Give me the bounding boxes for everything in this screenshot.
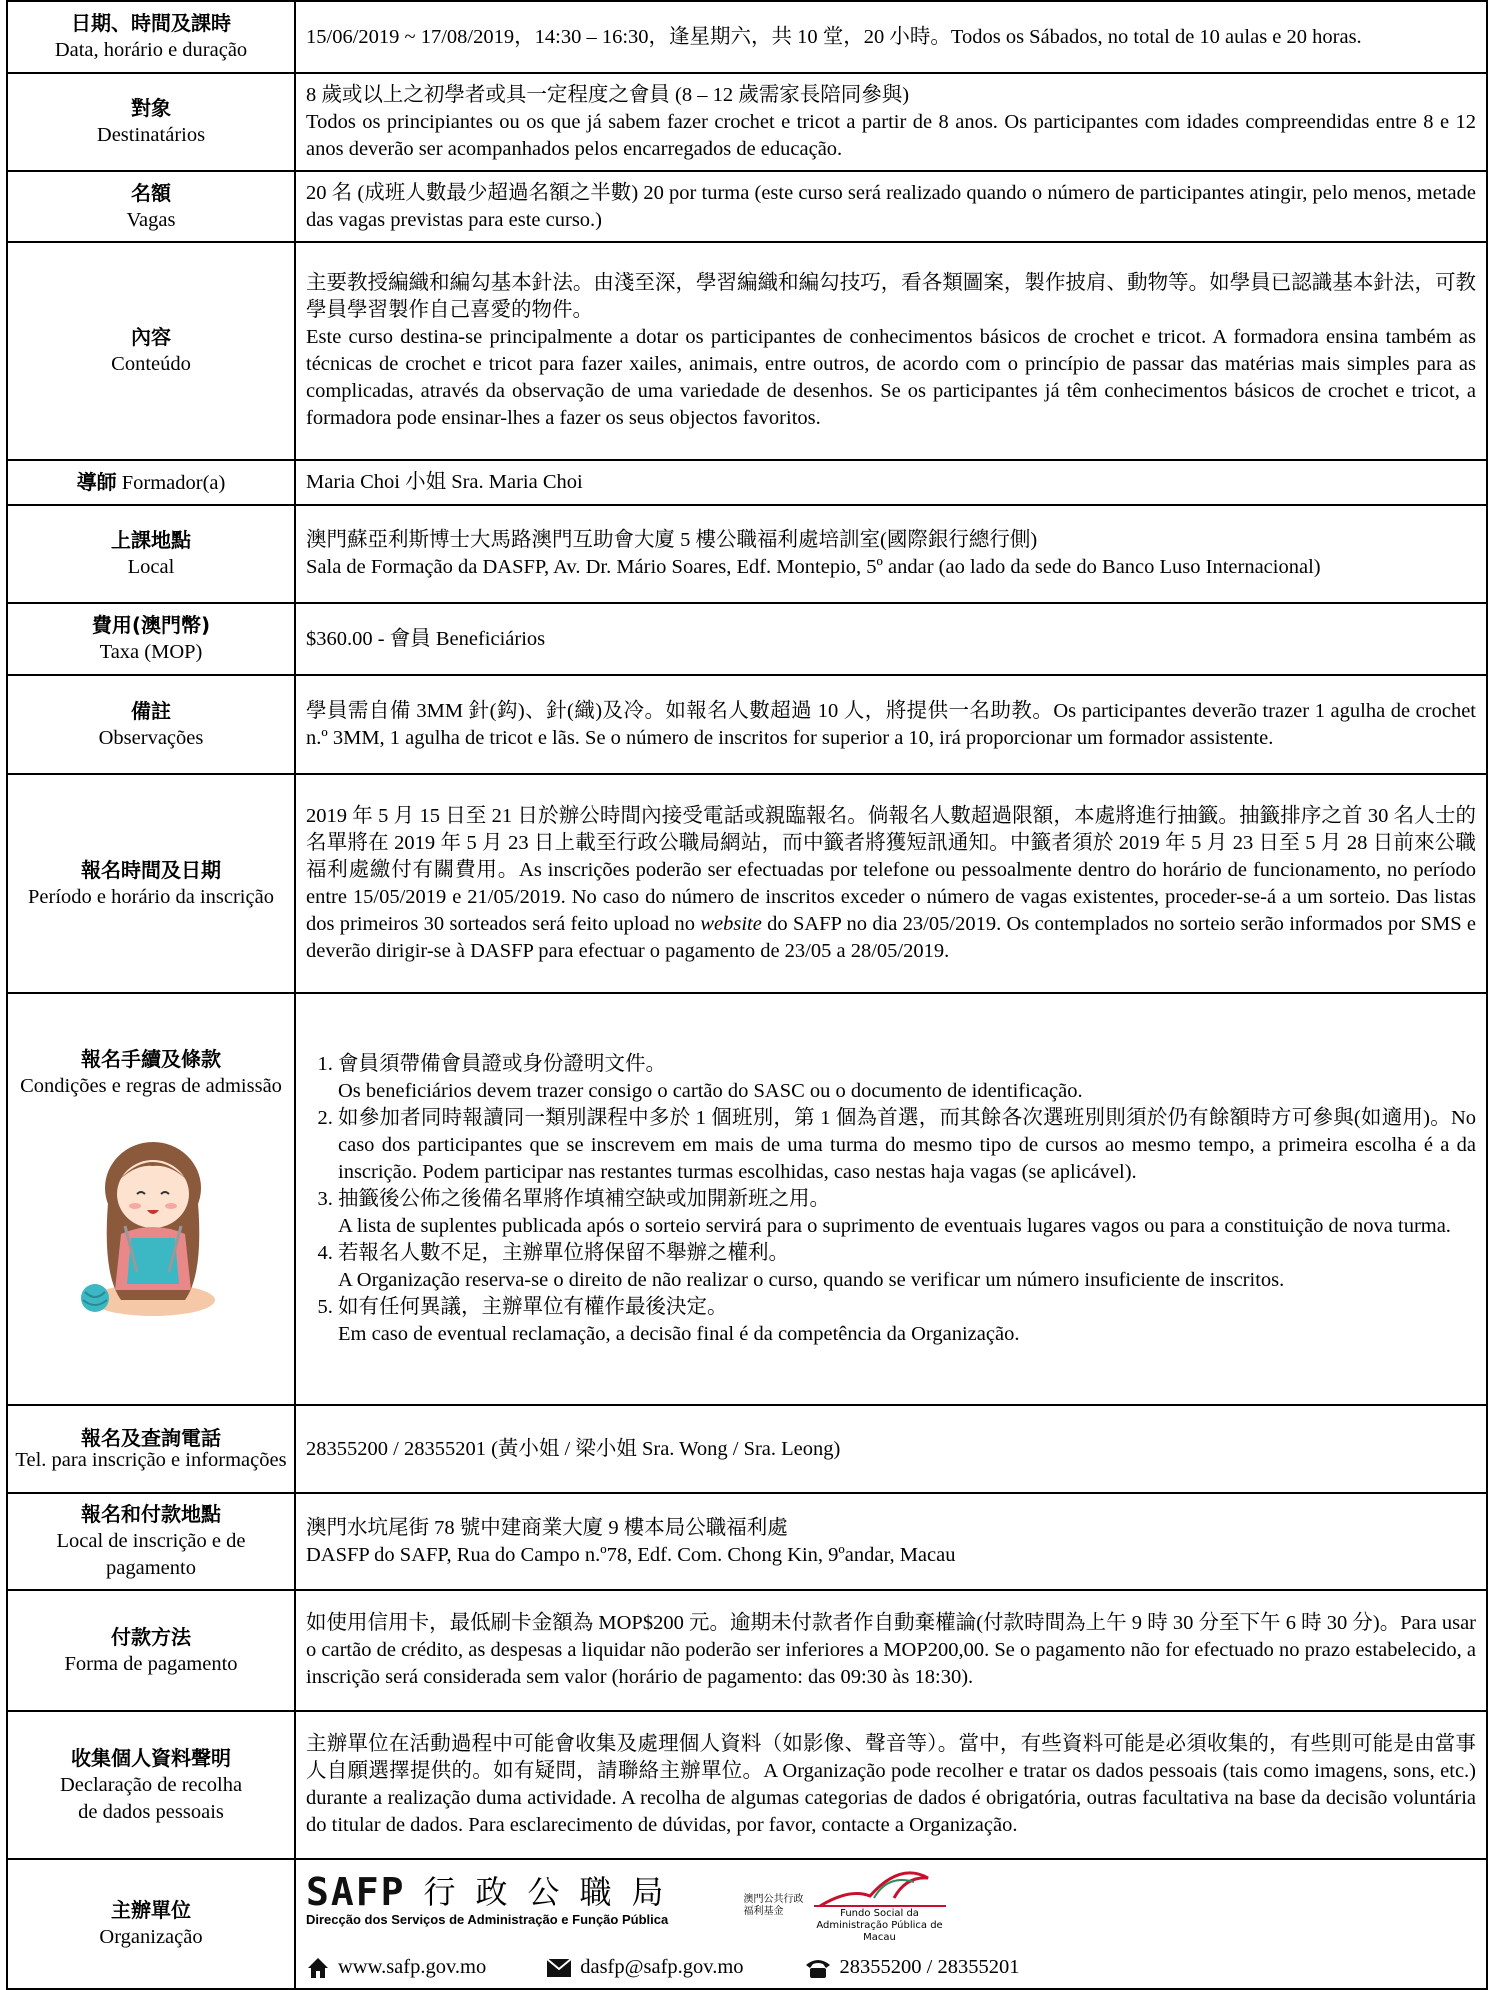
value-payment-place	[295, 1493, 1487, 1590]
label-pt: Local de inscrição e de pagamento	[56, 1530, 246, 1579]
row-vacancies	[7, 171, 1487, 242]
label-zh: 名額	[131, 180, 171, 205]
label-trainer	[7, 460, 295, 505]
label-zh: 收集個人資料聲明	[71, 1745, 231, 1770]
label-content	[7, 242, 295, 460]
value-content	[295, 242, 1487, 460]
label-location	[7, 505, 295, 603]
label-pt: Tel. para inscrição e informações	[15, 1449, 287, 1471]
value-pt: Sala de Formação da DASFP, Av. Dr. Mário Soares, Edf. Montepio, 5º andar (ao lado da sede do Banco Luso Internacional)	[306, 556, 1321, 578]
contacts	[306, 1954, 1476, 1981]
label-payment-place	[7, 1493, 295, 1590]
label-date	[7, 1, 295, 73]
label-zh: 報名時間及日期	[81, 857, 221, 882]
row-date	[7, 1, 1487, 73]
row-payment	[7, 1590, 1487, 1711]
value-registration	[295, 774, 1487, 993]
value-vacancies: 20 名 (成班人數最少超過名額之半數) 20 por turma (este curso será realizado quando o número de participantes atingir, pelo menos, metade das vagas previstas para este curso.)	[295, 171, 1487, 242]
label-zh: 備註	[131, 698, 171, 723]
row-privacy	[7, 1711, 1487, 1859]
label-zh: 對象	[131, 96, 171, 120]
label-pt: Taxa (MOP)	[99, 641, 203, 663]
safp-subtitle: Direcção dos Serviços de Administração e Função Pública	[306, 1912, 669, 1927]
row-registration	[7, 774, 1487, 993]
item-zh: 如參加者同時報讀同一類別課程中多於 1 個班別，第 1 個為首選，而其餘各次選班別則須於仍有餘額時方可參與(如適用)。	[338, 1106, 1451, 1129]
safp-chinese-name: 行政公職局	[423, 1873, 684, 1911]
label-pt: Conteúdo	[111, 353, 191, 375]
row-fee	[7, 603, 1487, 675]
label-registration	[7, 774, 295, 993]
label-zh: 主辦單位	[111, 1898, 191, 1922]
label-zh: 費用(澳門幣)	[91, 613, 211, 637]
list-item	[338, 1240, 1476, 1294]
row-notes	[7, 675, 1487, 774]
label-conditions	[7, 993, 295, 1405]
value-pt: Todos os principiantes ou os que já sabem fazer crochet e tricot a partir de 8 anos. Os participantes com idades compreendidas entre 8 e 12 anos deverão ser acompanhados pelos encarregados de educação.	[306, 110, 1476, 160]
decorative-ornament	[1426, 0, 1482, 8]
label-zh: 上課地點	[111, 528, 191, 552]
label-notes	[7, 675, 295, 774]
row-payment-place	[7, 1493, 1487, 1590]
value-zh: 主要教授編織和編勾基本針法。由淺至深，學習編織和編勾技巧，看各類圖案，製作披肩、動物等。如學員已認識基本針法，可教學員學習製作自己喜愛的物件。	[306, 272, 1476, 321]
value-trainer: Maria Choi 小姐 Sra. Maria Choi	[295, 460, 1487, 505]
value-text-a: 2019 年 5 月 15 日至 21 日於辦公時間內接受電話或親臨報名。倘報名人數超過限額，本處將進行抽籤。抽籤排序之首 30 名人士的名單將在 2019 年 5 月 23 日上載至行政公職局網站，而中籤者將獲短訊通知。中籤者須於 2019 年 5 月 23 日至 5 月 28 日前來公職福利處繳付有關費用。As inscrições poderão ser efectuadas por telefone ou pessoalmente dentro do horário de funcionamento, no período entre 15/05/2019 e 21/05/2019. No caso do número de inscritos exceder o número de vagas existentes, proceder-se-á a um sorteio. Das listas dos primeiros 30 sorteados será feito upload no	[306, 804, 1476, 935]
value-pt: Este curso destina-se principalmente a dotar os participantes de conhecimentos básicos de crochet e tricot. A formadora ensina também as técnicas de crochet e tricot para fazer xailes, animais, entre outros, de acordo com o princípio de passar das matérias mais simples para as complicadas, através da observação de uma variedade de desenhos. Se os participantes já têm conhecimentos básicos de crochet e tricot, a formadora pode ensinar-lhes a fazer os seus objectos favoritos.	[306, 326, 1476, 429]
fund-emblem-icon	[810, 1868, 950, 1908]
value-phone: 28355200 / 28355201 (黃小姐 / 梁小姐 Sra. Wong / Sra. Leong)	[295, 1405, 1487, 1493]
label-pt: Período e horário da inscrição	[28, 885, 274, 908]
list-item	[338, 1294, 1476, 1348]
row-target	[7, 73, 1487, 171]
label-zh: 報名和付款地點	[81, 1502, 221, 1526]
item-zh: 如有任何異議，主辦單位有權作最後決定。	[338, 1295, 728, 1318]
label-pt: Data, horário e duração	[54, 39, 248, 61]
label-zh: 付款方法	[111, 1624, 191, 1649]
row-location	[7, 505, 1487, 603]
row-conditions	[7, 993, 1487, 1405]
label-phone	[7, 1405, 295, 1493]
value-zh: 8 歲或以上之初學者或具一定程度之會員 (8 – 12 歲需家長陪同參與)	[306, 83, 910, 106]
label-pt: Observações	[98, 726, 204, 749]
phone-number: 28355200 / 28355201	[839, 1956, 1020, 1978]
safp-logo	[306, 1870, 684, 1933]
label-zh: 日期、時間及課時	[71, 11, 231, 35]
label-zh: 內容	[131, 325, 171, 349]
label-pt: Organização	[99, 1926, 203, 1948]
label-target	[7, 73, 295, 171]
label-vacancies	[7, 171, 295, 242]
label-organizer	[7, 1859, 295, 1989]
fund-portuguese-name: Fundo Social da Administração Pública de Macau	[816, 1908, 943, 1943]
label-pt: Condições e regras de admissão	[20, 1075, 282, 1097]
item-zh: 抽籤後公佈之後備名單將作填補空缺或加開新班之用。	[338, 1187, 830, 1210]
list-item	[338, 1051, 1476, 1105]
contact-website	[306, 1954, 486, 1981]
value-text-italic: website	[700, 912, 762, 935]
label-pt: Local	[127, 556, 175, 578]
fund-chinese-name: 澳門公共行政福利基金	[743, 1894, 804, 1917]
value-text-b: do SAFP no dia 23/05/2019. Os contemplados no sorteio serão informados por SMS e deverão dirigir-se à DASFP para efectuar o pagamento de 23/05 a 28/05/2019.	[306, 912, 1476, 962]
row-phone	[7, 1405, 1487, 1493]
label-pt: Forma de pagamento	[64, 1652, 238, 1675]
value-pt: DASFP do SAFP, Rua do Campo n.º78, Edf. Com. Chong Kin, 9ºandar, Macau	[306, 1543, 956, 1566]
conditions-list	[306, 1051, 1476, 1348]
label-payment	[7, 1590, 295, 1711]
email-link[interactable]: dasfp@safp.gov.mo	[580, 1956, 744, 1978]
envelope-icon	[546, 1958, 572, 1978]
label-zh: 導師	[76, 469, 117, 494]
knitting-girl-icon	[61, 1122, 241, 1322]
row-organizer	[7, 1859, 1487, 1989]
telephone-icon	[804, 1957, 832, 1979]
label-fee	[7, 603, 295, 675]
safp-wordmark: SAFP	[306, 1870, 406, 1914]
item-pt: A lista de suplentes publicada após o sorteio servirá para o suprimento de eventuais lugares vagos ou para a constituição de nova turma.	[338, 1214, 1451, 1237]
label-privacy	[7, 1711, 295, 1859]
value-target	[295, 73, 1487, 171]
label-zh: 報名及查詢電話	[81, 1426, 221, 1450]
value-zh: 澳門水坑尾街 78 號中建商業大廈 9 樓本局公職福利處	[306, 1516, 788, 1539]
label-pt: Destinatários	[96, 124, 206, 146]
contact-phone	[804, 1954, 1020, 1981]
value-conditions	[295, 993, 1487, 1405]
value-fee: $360.00 - 會員 Beneficiários	[295, 603, 1487, 675]
list-item	[338, 1186, 1476, 1240]
item-zh: 會員須帶備會員證或身份證明文件。	[338, 1052, 666, 1075]
value-zh: 澳門蘇亞利斯博士大馬路澳門互助會大廈 5 樓公職福利處培訓室(國際銀行總行側)	[306, 529, 1038, 551]
logos	[306, 1862, 1476, 1950]
item-pt: Os beneficiários devem trazer consigo o cartão do SASC ou o documento de identificação.	[338, 1079, 1083, 1102]
value-notes: 學員需自備 3MM 針(鈎)、針(織)及冷。如報名人數超過 10 人，將提供一名助教。Os participantes deverão trazer 1 agulha de crochet n.º 3MM, 1 agulha de tricot e lãs. Se o número de inscritos for superior a 10, irá proporcionar um formador assistente.	[295, 675, 1487, 774]
value-payment: 如使用信用卡，最低刷卡金額為 MOP$200 元。逾期未付款者作自動棄權論(付款時間為上午 9 時 30 分至下午 6 時 30 分)。Para usar o cartão de crédito, as despesas a liquidar não poderão ser inferiores a MOP200,00. Se o pagamento não for efectuado no prazo estabelecido, a inscrição será considerada sem valor (horário de pagamento: das 09:30 às 18:30).	[295, 1590, 1487, 1711]
item-pt: Em caso de eventual reclamação, a decisão final é da competência da Organização.	[338, 1322, 1020, 1345]
contact-email	[546, 1954, 743, 1981]
fund-logo	[744, 1868, 950, 1944]
item-pt: A Organização reserva-se o direito de não realizar o curso, quando se verificar um número insuficiente de inscritos.	[338, 1268, 1285, 1291]
value-privacy: 主辦單位在活動過程中可能會收集及處理個人資料（如影像、聲音等）。當中，有些資料可能是必須收集的，有些則可能是由當事人自願選擇提供的。如有疑問，請聯絡主辦單位。A Organização pode recolher e tratar os dados pessoais (tais como imagens, sons, etc.) durante a realização duma actividade. A recolha de algumas categorias de dados é obrigatória, outras facultativa na base da decisão voluntária do titular de dados. Para esclarecimento de dúvidas, por favor, contacte a Organização.	[295, 1711, 1487, 1859]
course-info-table	[6, 0, 1488, 1990]
item-zh: 若報名人數不足，主辦單位將保留不舉辦之權利。	[338, 1241, 789, 1264]
home-icon	[306, 1956, 330, 1980]
label-zh: 報名手續及條款	[81, 1047, 221, 1071]
item-pt: No caso dos participantes que se inscrevem em mais de uma turma do mesmo tipo de cursos ao mesmo tempo, a primeira escolha é a da inscrição. Podem participar nas restantes turmas escolhidas, caso nestas haja vagas (se aplicável).	[338, 1106, 1476, 1183]
website-link[interactable]: www.safp.gov.mo	[338, 1956, 487, 1978]
value-organizer	[295, 1859, 1487, 1989]
list-item	[338, 1105, 1476, 1186]
value-location	[295, 505, 1487, 603]
row-trainer	[7, 460, 1487, 505]
value-date: 15/06/2019 ~ 17/08/2019，14:30 – 16:30，逢星期六，共 10 堂，20 小時。Todos os Sábados, no total de 10 aulas e 20 horas.	[295, 1, 1487, 73]
label-pt: Declaração de recolha de dados pessoais	[59, 1773, 243, 1823]
label-pt: Formador(a)	[121, 471, 226, 494]
row-content	[7, 242, 1487, 460]
course-sheet	[6, 0, 1488, 1990]
label-pt: Vagas	[126, 208, 176, 231]
